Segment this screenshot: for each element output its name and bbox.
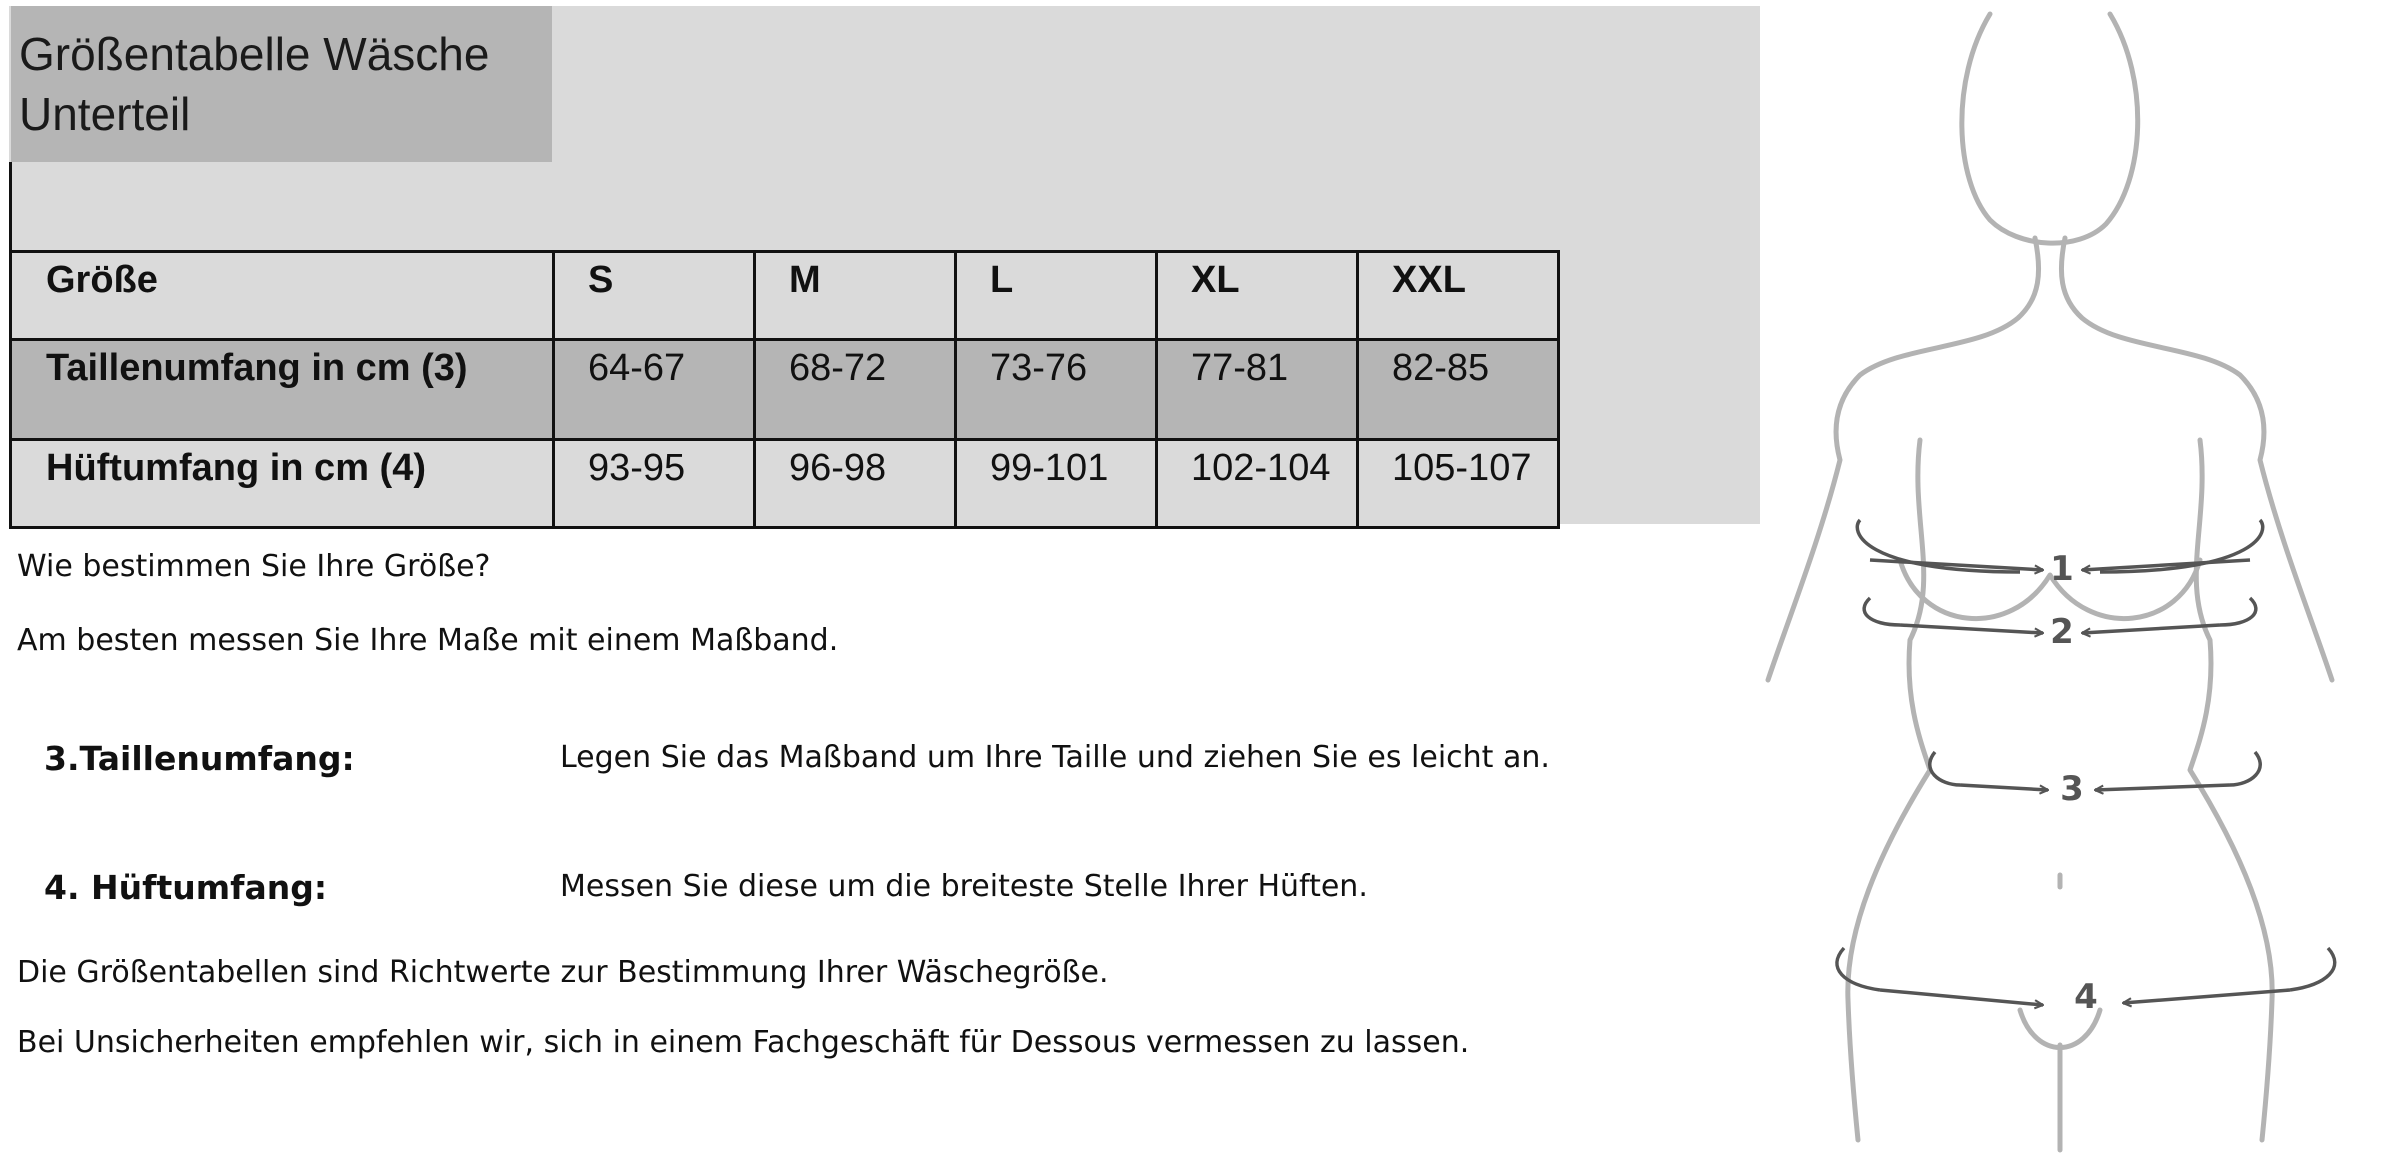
note-text-2: Bei Unsicherheiten empfehlen wir, sich in einem Fachgeschäft für Dessous vermessen zu lassen. <box>17 1025 1470 1060</box>
band-2-right-loop <box>2220 598 2256 625</box>
row-label-waist: Taillenumfang in cm (3) <box>11 340 554 440</box>
header-cell-size: Größe <box>11 252 554 340</box>
header-cell-m: M <box>755 252 956 340</box>
label-3: 3 <box>2060 769 2084 809</box>
row-label-hip: Hüftumfang in cm (4) <box>11 440 554 528</box>
arrow-3-right <box>2095 785 2230 790</box>
band-4-left-loop <box>1837 948 1880 990</box>
hip-definition: Messen Sie diese um die breiteste Stelle Ihrer Hüften. <box>560 869 1368 904</box>
intro-text: Am besten messen Sie Ihre Maße mit einem Maßband. <box>17 623 839 658</box>
cell-hip-s: 93-95 <box>554 440 755 528</box>
measurement-labels <box>2050 549 2098 1017</box>
page-title <box>11 6 552 162</box>
size-table <box>9 250 1560 529</box>
table-header-row <box>11 252 1559 340</box>
arrow-3-left <box>1960 785 2048 790</box>
header-cell-s: S <box>554 252 755 340</box>
table-row-hip <box>11 440 1559 528</box>
arrow-4-left <box>1880 990 2043 1005</box>
title-line-2: Unterteil <box>19 88 191 140</box>
band-2-left-loop <box>1864 598 1900 625</box>
cell-hip-m: 96-98 <box>755 440 956 528</box>
question-text: Wie bestimmen Sie Ihre Größe? <box>17 549 491 584</box>
band-3-left-loop <box>1930 752 1960 785</box>
arrow-4-right <box>2123 990 2290 1003</box>
body-measurement-figure <box>1760 0 2400 1160</box>
cell-hip-xxl: 105-107 <box>1358 440 1559 528</box>
measurement-arrows <box>1837 520 2335 1005</box>
header-cell-xl: XL <box>1157 252 1358 340</box>
arrow-2-right <box>2082 625 2220 633</box>
cell-hip-l: 99-101 <box>956 440 1157 528</box>
hip-term: 4. Hüftumfang: <box>44 868 328 907</box>
left-torso-outline <box>1848 440 1930 1140</box>
cell-waist-l: 73-76 <box>956 340 1157 440</box>
band-3-right-loop <box>2230 752 2260 785</box>
table-row-waist <box>11 340 1559 440</box>
cell-hip-xl: 102-104 <box>1157 440 1358 528</box>
table-left-rule <box>9 162 12 250</box>
band-4-right-loop <box>2290 948 2335 990</box>
label-4: 4 <box>2074 977 2098 1017</box>
right-torso-outline <box>2190 440 2272 1140</box>
header-cell-l: L <box>956 252 1157 340</box>
waist-term: 3.Taillenumfang: <box>44 739 355 778</box>
label-1: 1 <box>2050 549 2074 589</box>
note-text-1: Die Größentabellen sind Richtwerte zur Bestimmung Ihrer Wäschegröße. <box>17 955 1109 990</box>
waist-definition: Legen Sie das Maßband um Ihre Taille und ziehen Sie es leicht an. <box>560 740 1550 775</box>
title-line-1: Größentabelle Wäsche <box>19 28 490 80</box>
header-cell-xxl: XXL <box>1358 252 1559 340</box>
cell-waist-s: 64-67 <box>554 340 755 440</box>
head-outline <box>1962 14 2138 243</box>
cell-waist-m: 68-72 <box>755 340 956 440</box>
arrow-2-left <box>1900 625 2043 633</box>
cell-waist-xl: 77-81 <box>1157 340 1358 440</box>
cell-waist-xxl: 82-85 <box>1358 340 1559 440</box>
label-2: 2 <box>2050 612 2074 652</box>
